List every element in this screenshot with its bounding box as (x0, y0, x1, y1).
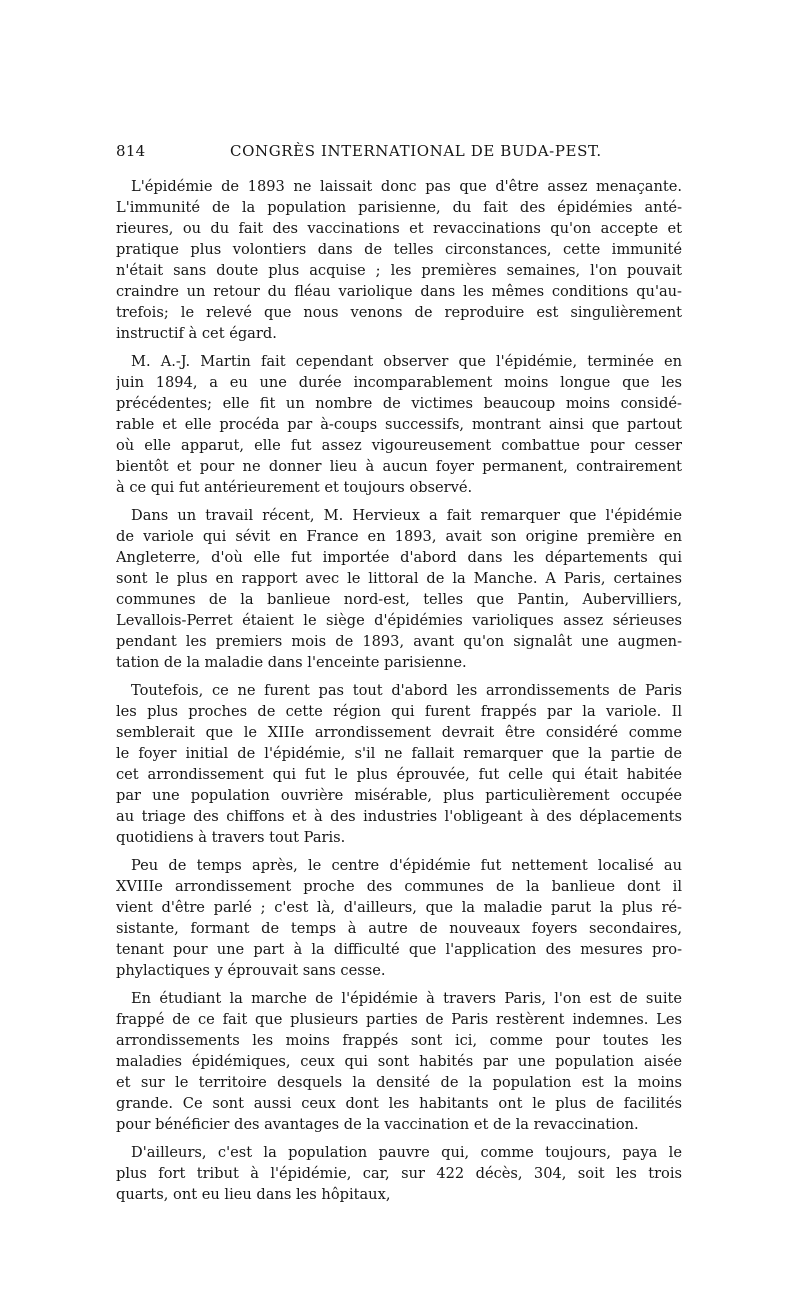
text-line: précédentes; elle fit un nombre de victimes beaucoup moins considé- (116, 395, 682, 412)
text-line: frappé de ce fait que plusieurs parties de Paris restèrent indemnes. Les (116, 1011, 682, 1028)
text-line: rieures, ou du fait des vaccinations et revaccinations qu'on accepte et (116, 220, 682, 237)
text-line: M. A.-J. Martin fait cependant observer que l'épidémie, terminée en (131, 353, 682, 370)
paragraph (116, 680, 682, 848)
text-line: craindre un retour du fléau variolique dans les mêmes conditions qu'au- (116, 283, 682, 300)
paragraph (116, 988, 682, 1135)
text-line: bientôt et pour ne donner lieu à aucun foyer permanent, contrairement (116, 458, 682, 475)
text-line: grande. Ce sont aussi ceux dont les habitants ont le plus de facilités (116, 1095, 682, 1112)
text-line: par une population ouvrière misérable, plus particulièrement occupée (116, 787, 682, 804)
text-line: où elle apparut, elle fut assez vigoureusement combattue pour cesser (116, 437, 682, 454)
text-line: juin 1894, a eu une durée incomparablement moins longue que les (116, 374, 682, 391)
text-line: le foyer initial de l'épidémie, s'il ne fallait remarquer que la partie de (116, 745, 682, 762)
text-line: Toutefois, ce ne furent pas tout d'abord les arrondissements de Paris (131, 682, 682, 699)
text-line: plus fort tribut à l'épidémie, car, sur 422 décès, 304, soit les trois (116, 1165, 682, 1182)
body-text (116, 176, 682, 1205)
text-line: quarts, ont eu lieu dans les hôpitaux, (116, 1186, 391, 1203)
text-line: D'ailleurs, c'est la population pauvre qui, comme toujours, paya le (131, 1144, 682, 1161)
text-line: En étudiant la marche de l'épidémie à travers Paris, l'on est de suite (131, 990, 682, 1007)
text-line: trefois; le relevé que nous venons de reproduire est singulièrement (116, 304, 682, 321)
page-number: 814 (116, 142, 146, 160)
text-line: pendant les premiers mois de 1893, avant qu'on signalât une augmen- (116, 633, 682, 650)
paragraph (116, 176, 682, 344)
running-title: CONGRÈS INTERNATIONAL DE BUDA-PEST. (230, 142, 602, 160)
text-line: arrondissements les moins frappés sont ici, comme pour toutes les (116, 1032, 682, 1049)
text-line: n'était sans doute plus acquise ; les premières semaines, l'on pouvait (116, 262, 682, 279)
text-line: XVIIIe arrondissement proche des communes de la banlieue dont il (116, 878, 682, 895)
text-line: phylactiques y éprouvait sans cesse. (116, 962, 386, 979)
text-line: de variole qui sévit en France en 1893, avait son origine première en (116, 528, 682, 545)
text-line: instructif à cet égard. (116, 325, 277, 342)
text-line: Peu de temps après, le centre d'épidémie fut nettement localisé au (131, 857, 682, 874)
text-line: quotidiens à travers tout Paris. (116, 829, 346, 846)
text-line: communes de la banlieue nord-est, telles que Pantin, Aubervilliers, (116, 591, 682, 608)
book-page (116, 142, 682, 1203)
text-line: Dans un travail récent, M. Hervieux a fait remarquer que l'épidémie (131, 507, 682, 524)
text-line: L'épidémie de 1893 ne laissait donc pas que d'être assez menaçante. (131, 178, 682, 195)
text-line: et sur le territoire desquels la densité de la population est la moins (116, 1074, 682, 1091)
paragraph (116, 855, 682, 981)
text-line: sistante, formant de temps à autre de nouveaux foyers secondaires, (116, 920, 682, 937)
text-line: cet arrondissement qui fut le plus éprouvée, fut celle qui était habitée (116, 766, 682, 783)
text-line: semblerait que le XIIIe arrondissement devrait être considéré comme (116, 724, 682, 741)
running-header (116, 142, 682, 168)
text-line: L'immunité de la population parisienne, du fait des épidémies anté- (116, 199, 682, 216)
text-line: tenant pour une part à la difficulté que l'application des mesures pro- (116, 941, 682, 958)
text-line: vient d'être parlé ; c'est là, d'ailleurs, que la maladie parut la plus ré- (116, 899, 682, 916)
text-line: pour bénéficier des avantages de la vaccination et de la revaccination. (116, 1116, 639, 1133)
text-line: au triage des chiffons et à des industries l'obligeant à des déplacements (116, 808, 682, 825)
text-line: tation de la maladie dans l'enceinte parisienne. (116, 654, 467, 671)
paragraph (116, 351, 682, 498)
text-line: Angleterre, d'où elle fut importée d'abord dans les départements qui (116, 549, 682, 566)
paragraph (116, 1142, 682, 1205)
text-line: rable et elle procéda par à-coups successifs, montrant ainsi que partout (116, 416, 682, 433)
paragraph (116, 505, 682, 673)
text-line: pratique plus volontiers dans de telles circonstances, cette immunité (116, 241, 682, 258)
text-line: Levallois-Perret étaient le siège d'épidémies varioliques assez sérieuses (116, 612, 682, 629)
text-line: à ce qui fut antérieurement et toujours observé. (116, 479, 473, 496)
text-line: sont le plus en rapport avec le littoral de la Manche. A Paris, certaines (116, 570, 682, 587)
text-line: les plus proches de cette région qui furent frappés par la variole. Il (116, 703, 682, 720)
text-line: maladies épidémiques, ceux qui sont habités par une population aisée (116, 1053, 682, 1070)
